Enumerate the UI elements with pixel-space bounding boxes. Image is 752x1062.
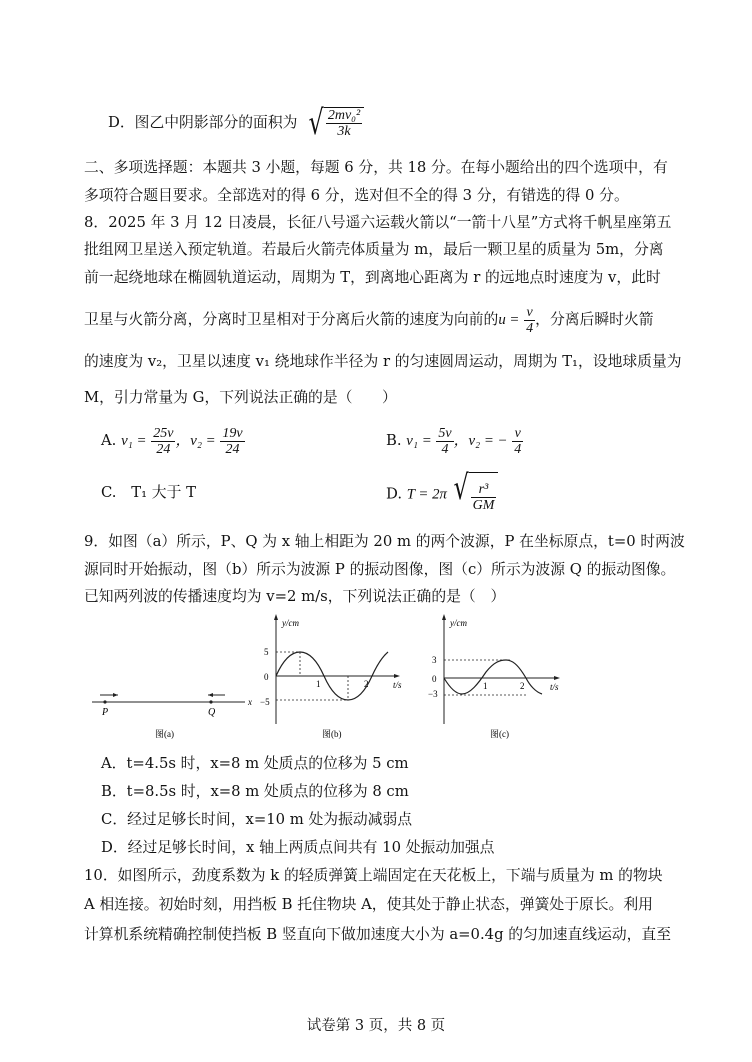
q8b-v2: ，v₂ = −: [453, 433, 508, 449]
q8-line-4: [84, 303, 654, 337]
fig-a-arrow-p-head: [113, 693, 118, 697]
q8b-n1: 5v: [438, 425, 452, 441]
q9-option-c: C．经过足够长时间，x=10 m 处为振动减弱点: [101, 811, 413, 828]
q8a-frac2: [220, 426, 244, 457]
q8a-v1: v₁ =: [121, 433, 147, 449]
fig-c: [428, 614, 560, 739]
fig-a-label-x: x: [248, 697, 252, 707]
q9-option-b: B．t=8.5s 时，x=8 m 处质点的位移为 8 cm: [101, 783, 409, 800]
fig-c-tick-0: 0: [432, 674, 437, 684]
q8a-label: A.: [101, 432, 117, 449]
section2-line-2: 多项符合题目要求。全部选对的得 6 分，选对但不全的得 3 分，有错选的得 0 分。: [84, 187, 629, 204]
fig-a-caption: 图(a): [155, 729, 174, 739]
q8d-frac-body: [469, 472, 499, 521]
fig-b-tick-2: 2: [364, 679, 369, 689]
q8-line4-post: ，分离后瞬时火箭: [535, 311, 654, 328]
q8b-v1: v₁ =: [406, 433, 432, 449]
q8-u-den: 4: [526, 320, 534, 336]
q9-option-d: D．经过足够长时间，x 轴上两质点间共有 10 处振动加强点: [101, 839, 495, 856]
fig-c-y-arrow: [442, 614, 446, 620]
q8-u: u =: [498, 312, 520, 328]
q8a-v2: ，v₂ =: [175, 433, 216, 449]
fig-c-caption: 图(c): [490, 729, 509, 739]
q8b-frac1: [436, 426, 453, 457]
page-footer: 试卷第 3 页，共 8 页: [306, 1018, 446, 1034]
fig-b-y-arrow: [274, 614, 278, 620]
fig-b-ylabel: y/cm: [282, 618, 299, 628]
section2-line-1: 二、多项选择题：本题共 3 小题，每题 6 分，共 18 分。在每小题给出的四个选项中，有: [84, 159, 668, 176]
q8-line-6: M，引力常量为 G，下列说法正确的是（ ）: [84, 389, 397, 406]
q9-line-3: 已知两列波的传播速度均为 v=2 m/s，下列说法正确的是（ ）: [84, 588, 506, 605]
q8b-label: B.: [386, 432, 402, 449]
q9-line-2: 源同时开始振动，图（b）所示为波源 P 的振动图像，图（c）所示为波源 Q 的振动图像。: [84, 561, 676, 578]
fig-b-tick-5: 5: [264, 647, 269, 657]
q8a-d2: 24: [225, 441, 240, 457]
q8-line-5: 的速度为 v₂，卫星以速度 v₁ 绕地球作半径为 r 的匀速圆周运动，周期为 T₁，设地球质量为: [84, 353, 682, 370]
fig-a-point-p: [103, 700, 106, 703]
sqrt-sign: √: [308, 103, 324, 143]
q8-line4-pre: 卫星与火箭分离，分离时卫星相对于分离后火箭的速度为向前的: [84, 311, 499, 328]
fig-c-xlabel: t/s: [550, 682, 559, 692]
q8a-n2: 19v: [222, 425, 243, 441]
q8a-d1: 24: [156, 441, 171, 457]
q10-line-3: 计算机系统精确控制使挡板 B 竖直向下做加速度大小为 a=0.4g 的匀加速直线运动，直至: [84, 926, 672, 943]
q8-u-num: v: [524, 305, 535, 321]
q9-figures: [80, 612, 600, 744]
fig-b-xlabel: t/s: [393, 680, 402, 690]
q7-option-d-label: D．图乙中阴影部分的面积为: [108, 114, 298, 131]
fig-c-tick-minus3: −3: [428, 689, 438, 699]
q8-line-3: 前一起绕地球在椭圆轨道运动，周期为 T，到离地心距离为 r 的远地点时速度为 v，此时: [84, 269, 661, 286]
fig-c-tick-3: 3: [432, 655, 437, 665]
q8a-frac1: [151, 426, 175, 457]
q8-line-2: 批组网卫星送入预定轨道。若最后火箭壳体质量为 m，最后一颗卫星的质量为 5m，分离: [84, 241, 664, 258]
fig-b-caption: 图(b): [322, 729, 342, 739]
q8-line-1: 8．2025 年 3 月 12 日凌晨，长征八号遥六运载火箭以“一箭十八星”方式将千帆星座第五: [84, 214, 672, 231]
q8b-d2: 4: [514, 441, 522, 457]
q7d-num: 2mv₀²: [327, 108, 361, 123]
fig-c-tick-2: 2: [520, 681, 525, 691]
q10-line-2: A 相连接。初始时刻，用挡板 B 托住物块 A，使其处于静止状态，弹簧处于原长。利用: [84, 896, 653, 913]
fig-c-tick-1: 1: [483, 681, 488, 691]
fig-b-tick-minus5: −5: [260, 697, 270, 707]
fig-a-point-q: [209, 700, 212, 703]
q7d-frac: [326, 108, 362, 139]
q7d-sqrt: [302, 103, 364, 143]
q8d-label: D.: [386, 485, 403, 503]
fig-a-arrow-q-head: [208, 693, 213, 697]
q7-option-d: [108, 103, 364, 143]
q8-u-frac: [524, 305, 535, 336]
sqrt-sign: √: [453, 468, 469, 508]
q9-line-1: 9．如图（a）所示，P、Q 为 x 轴上相距为 20 m 的两个波源，P 在坐标原点，t=0 时两波: [84, 533, 685, 550]
fig-c-ylabel: y/cm: [450, 618, 467, 628]
q8b-n2: v: [512, 426, 523, 442]
q7d-den: 3k: [337, 124, 351, 139]
q8d-expr: T = 2π: [406, 486, 447, 503]
fig-b-tick-1: 1: [316, 679, 321, 689]
q8-option-a: [101, 424, 245, 458]
q8b-frac2: [512, 426, 523, 457]
q8-option-b: [386, 424, 523, 458]
fig-b: [260, 614, 402, 739]
q9-option-a: A．t=4.5s 时，x=8 m 处质点的位移为 5 cm: [101, 755, 409, 772]
fig-b-t-arrow: [394, 674, 400, 678]
fig-a-label-p: P: [102, 707, 109, 718]
q8-option-d: [386, 468, 498, 521]
q8a-n1: 25v: [153, 425, 174, 441]
fig-b-tick-0: 0: [264, 672, 269, 682]
q8d-frac: [471, 482, 497, 513]
q8d-sqrt: [447, 468, 498, 521]
q8-option-c: C. T₁ 大于 T: [101, 484, 196, 501]
fig-c-t-arrow: [554, 676, 560, 680]
fig-a-label-q: Q: [208, 707, 216, 718]
q10-line-1: 10．如图所示，劲度系数为 k 的轻质弹簧上端固定在天花板上，下端与质量为 m 的物块: [84, 867, 663, 884]
fig-c-wave: [444, 660, 542, 694]
q8b-d1: 4: [441, 441, 449, 457]
q7d-frac-body: [324, 107, 364, 143]
q8d-den: GM: [472, 497, 495, 513]
q8d-num: r³: [471, 482, 497, 498]
fig-a: [92, 693, 252, 739]
